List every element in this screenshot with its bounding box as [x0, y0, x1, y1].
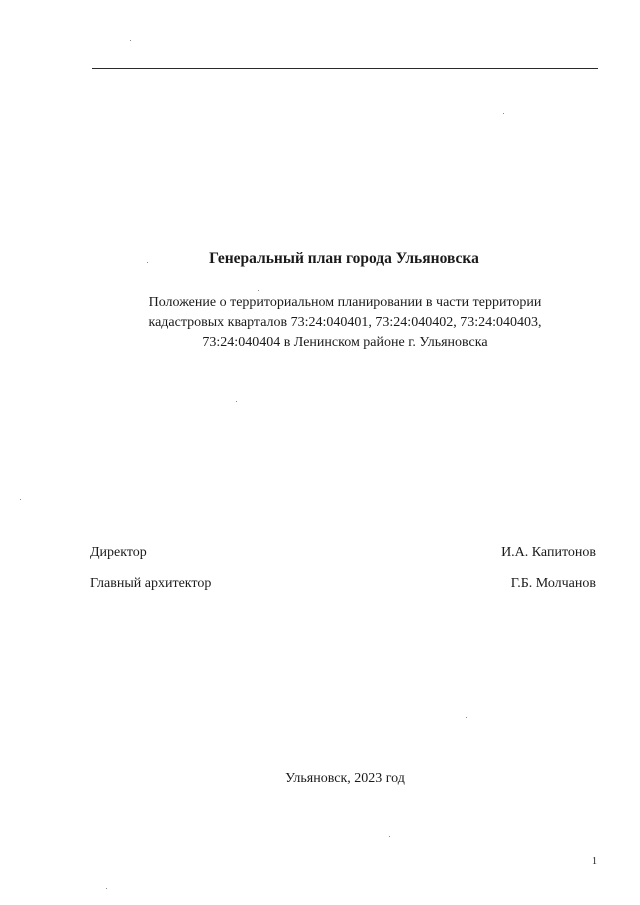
scan-speck [130, 40, 131, 41]
document-subtitle [120, 293, 570, 353]
signature-row-chief-architect [90, 576, 596, 592]
scan-speck [258, 290, 259, 291]
document-title: Генеральный план города Ульяновска [209, 250, 479, 267]
signature-row-director [90, 545, 596, 561]
signature-role: Главный архитектор [90, 576, 212, 591]
signature-name: Г.Б. Молчанов [510, 576, 596, 591]
scan-speck [236, 401, 237, 402]
signature-name: И.А. Капитонов [501, 545, 596, 560]
scan-speck [106, 888, 107, 889]
page-number: 1 [592, 856, 597, 867]
scan-speck [466, 717, 467, 718]
scan-speck [147, 262, 148, 263]
subtitle-line: 73:24:040404 в Ленинском районе г. Ульяновска [202, 335, 488, 350]
scan-speck [503, 113, 504, 114]
scan-speck [389, 836, 390, 837]
scan-speck [20, 499, 21, 500]
signature-role: Директор [90, 545, 147, 560]
subtitle-line: кадастровых кварталов 73:24:040401, 73:24:040402, 73:24:040403, [148, 315, 542, 330]
header-rule [92, 68, 598, 69]
document-footer: Ульяновск, 2023 год [285, 771, 405, 786]
subtitle-line: Положение о территориальном планировании в части территории [148, 295, 542, 310]
